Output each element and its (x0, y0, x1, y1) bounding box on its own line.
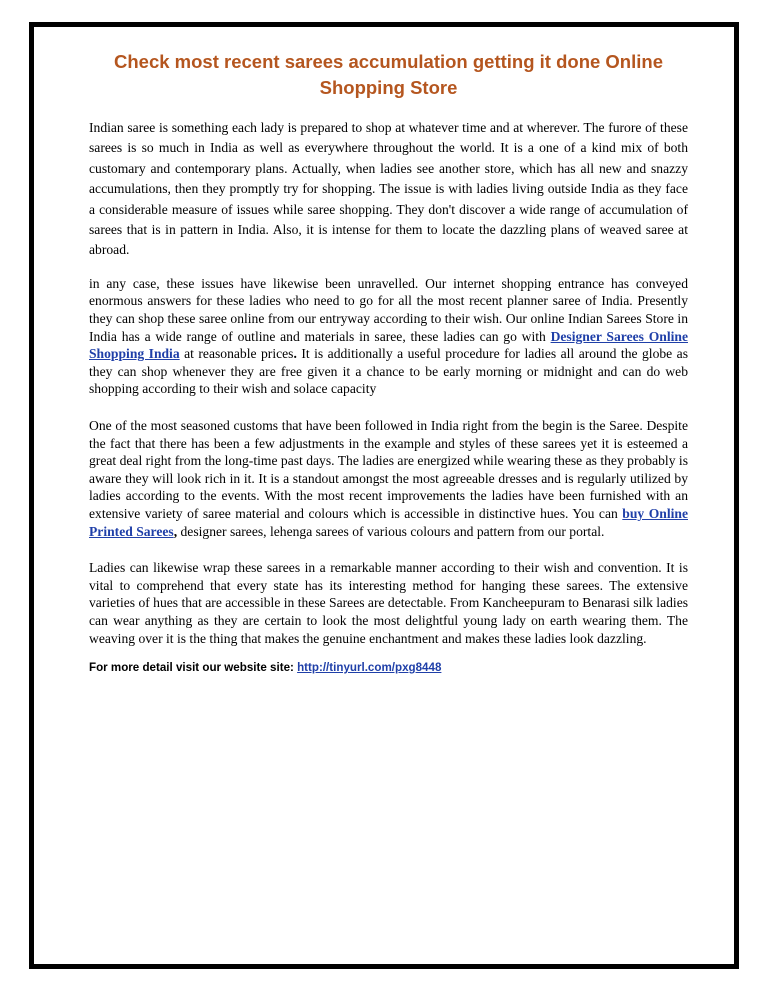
paragraph-2 (89, 275, 688, 398)
paragraph-3-text-end: designer sarees, lehenga sarees of various colours and pattern from our portal. (177, 523, 605, 539)
footer-line (89, 660, 688, 675)
paragraph-3-text-start: One of the most seasoned customs that have been followed in India right from the begin is the Saree. Despite the fact that there has been a few adjustments in the example and styles of these sarees yet it is esteemed a great deal right from the long-time past days. The ladies are energized while wearing these as they probably is aware they will look rich in it. It is a standout amongst the most agreeable dresses and is regularly utilized by ladies according to the events. With the most recent improvements the ladies have been furnished with an extensive variety of saree material and colours which is accessible in distinctive hues. You can (89, 418, 688, 521)
footer-label: For more detail visit our website site: (89, 661, 298, 675)
paragraph-2-text-end: It is additionally a useful procedure for ladies all around the globe as they can shop whenever they are free given it a chance to be early morning or midnight and can do web shopping according to their wish and solace capacity (89, 346, 688, 397)
document-title: Check most recent sarees accumulation getting it done Online Shopping Store (114, 51, 663, 98)
printed-sarees-link[interactable]: buy Online Printed Sarees (89, 505, 688, 539)
paragraph-2-bold-period: . (293, 346, 297, 362)
paragraph-1: Indian saree is something each lady is prepared to shop at whatever time and at wherever. The furore of these sarees is so much in India as well as everywhere throughout the world. It is a one of a kind mix of both customary and contemporary plans. Actually, when ladies see another store, which has all new and snazzy accumulations, then they promptly try for shopping. The issue is with ladies living outside India as they face a considerable measure of issues while saree shopping. They don't discover a wide range of accumulation of sarees that is in pattern in India. Also, it is intense for them to locate the dazzling plans of weaved saree at abroad. (89, 120, 688, 258)
paragraph-2-text-middle: at reasonable prices (179, 346, 294, 362)
paragraph-3-bold-comma: , (173, 523, 178, 539)
paragraph-4: Ladies can likewise wrap these sarees in a remarkable manner according to their wish and convention. It is vital to comprehend that every state has its interesting method for hanging these sarees. The extensive varieties of hues that are accessible in these Sarees are detectable. From Kancheepuram to Benarasi silk ladies can wear anything as they are certain to look the most delightful young lady on earth wearing them. The weaving over it is the thing that makes the genuine enchantment and makes these ladies look dazzling. (89, 560, 689, 646)
paragraph-2-text-start: in any case, these issues have likewise been unravelled. Our internet shopping entrance has conveyed enormous answers for these ladies who need to go for all the most recent planner saree of India. Presently they can shop these saree online from our entryway according to their wish. Our online Indian Sarees Store in India has a wide range of outline and materials in saree, these ladies can go with (89, 275, 688, 344)
paragraph-3 (89, 417, 688, 540)
page-border (29, 22, 739, 969)
website-link[interactable]: http://tinyurl.com/pxg8448 (297, 661, 442, 675)
document-body (89, 49, 688, 675)
designer-sarees-link[interactable]: Designer Sarees Online Shopping India (89, 328, 688, 362)
